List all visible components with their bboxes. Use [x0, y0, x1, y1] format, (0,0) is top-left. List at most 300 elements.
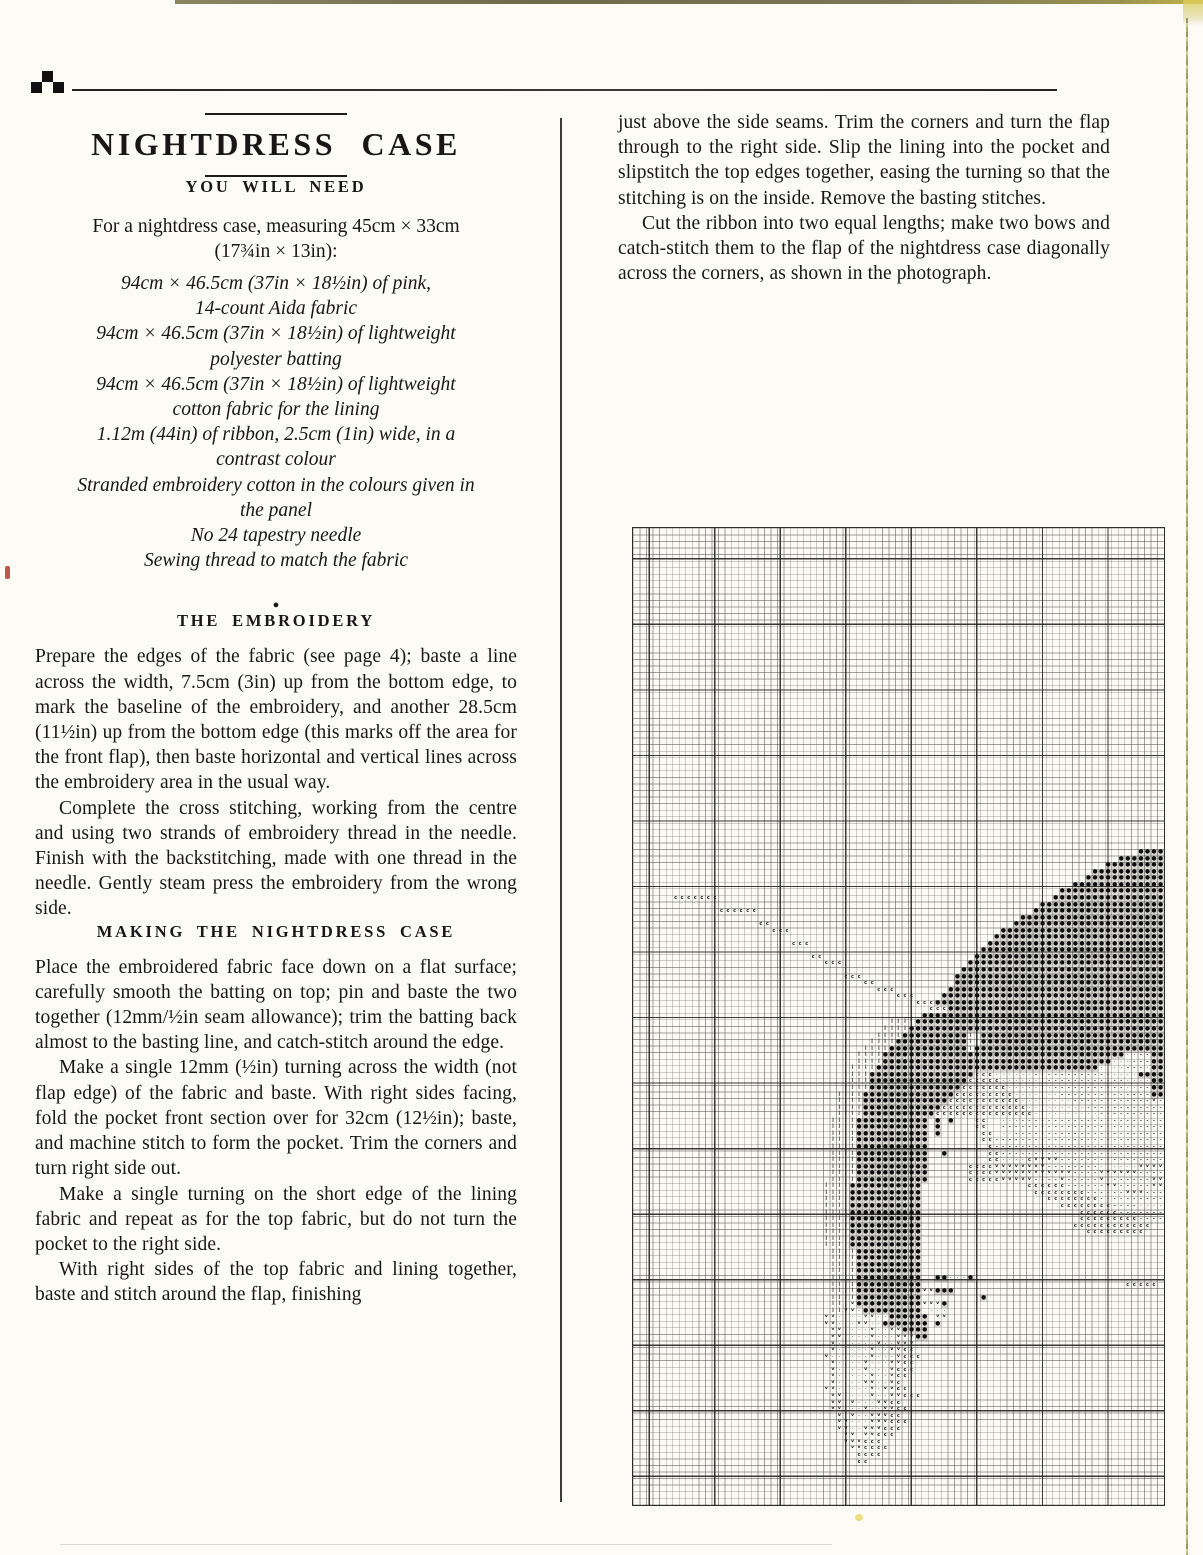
stitch-cell: c — [752, 908, 756, 915]
stitch-cell: · — [1146, 1077, 1149, 1086]
stitch-cell: ● — [895, 1261, 901, 1268]
stitch-cell: c — [798, 940, 802, 947]
stitch-cell: · — [864, 1398, 867, 1407]
stitch-cell: v — [890, 1373, 894, 1379]
stitch-cell: c — [1113, 1209, 1117, 1216]
stitch-cell: v — [831, 1340, 835, 1346]
stitch-cell: v — [831, 1399, 835, 1405]
stitch-cell: ● — [922, 1170, 928, 1177]
stitch-cell: - — [1015, 1130, 1018, 1137]
stitch-cell: c — [1027, 1111, 1031, 1118]
stitch-cell: ● — [1040, 960, 1046, 967]
stitch-cell: c — [1027, 1157, 1031, 1164]
stitch-cell: ● — [1085, 947, 1091, 954]
stitch-cell: ● — [935, 1091, 941, 1098]
stitch-cell: ‖ — [864, 1052, 867, 1058]
stitch-cell: ● — [876, 1130, 882, 1137]
stitch-cell: ● — [882, 1196, 888, 1203]
stitch-cell: · — [844, 1391, 847, 1400]
stitch-cell: ● — [889, 1235, 895, 1242]
stitch-cell: c — [896, 1366, 900, 1373]
stitch-cell: - — [1061, 1137, 1064, 1144]
column-divider-rule — [560, 118, 562, 1502]
stitch-cell: c — [778, 927, 782, 934]
stitch-cell: - — [1080, 1176, 1083, 1183]
stitch-cell: ● — [1092, 1039, 1098, 1046]
stitch-cell: - — [1093, 1150, 1097, 1157]
stitch-cell: v — [909, 1340, 914, 1346]
stitch-cell: v — [1001, 1170, 1005, 1176]
stitch-cell: ● — [948, 1032, 954, 1039]
stitch-cell: ● — [908, 1327, 915, 1334]
stitch-cell: - — [1067, 1130, 1070, 1137]
stitch-cell: ● — [1138, 1026, 1144, 1033]
stitch-cell: ● — [948, 1039, 954, 1046]
stitch-cell: · — [844, 1352, 847, 1361]
stitch-cell: - — [1133, 1130, 1136, 1137]
stitch-cell: ● — [1007, 934, 1013, 941]
stitch-cell: v — [1106, 1183, 1110, 1189]
stitch-cell: ‖ — [844, 1196, 848, 1202]
stitch-cell: ● — [987, 1012, 993, 1019]
stitch-cell: · — [844, 1385, 847, 1394]
stitch-cell: ● — [987, 980, 993, 987]
stitch-cell: ● — [869, 1261, 875, 1268]
stitch-cell: · — [1054, 1103, 1057, 1112]
stitch-cell: ● — [1131, 973, 1137, 980]
stitch-cell: ● — [876, 1143, 882, 1150]
stitch-cell: ● — [1098, 875, 1105, 882]
stitch-cell: - — [1152, 1209, 1155, 1216]
stitch-cell: ● — [1151, 1058, 1157, 1065]
stitch-cell: c — [1001, 1098, 1005, 1105]
stitch-cell: - — [1152, 1130, 1155, 1137]
stitch-cell: ● — [1059, 934, 1065, 941]
stitch-cell: ‖ — [844, 1261, 848, 1267]
stitch-cell: ‖ — [844, 1242, 848, 1248]
stitch-cell: · — [858, 1339, 861, 1348]
stitch-cell: ● — [1007, 1039, 1013, 1046]
stitch-cell: ● — [869, 1071, 875, 1078]
stitch-cell: ‖ — [877, 1045, 880, 1051]
stitch-cell: ● — [1079, 947, 1085, 954]
stitch-cell: ● — [935, 1104, 941, 1111]
stitch-cell: ● — [941, 1052, 947, 1059]
stitch-cell: c — [982, 1085, 986, 1091]
stitch-cell: ● — [915, 1157, 921, 1164]
stitch-cell: - — [1120, 1137, 1123, 1144]
stitch-cell: - — [1152, 1104, 1155, 1111]
stitch-cell: ● — [928, 1045, 934, 1052]
stitch-cell: ‖ — [844, 1229, 848, 1235]
stitch-cell: - — [1061, 1143, 1064, 1150]
stitch-cell: · — [1133, 1051, 1136, 1060]
stitch-cell: ● — [908, 1242, 915, 1249]
stitch-cell: ‖ — [844, 1163, 848, 1169]
stitch-cell: ● — [1072, 1045, 1078, 1052]
stitch-cell: ● — [1000, 927, 1006, 934]
stitch-cell: ● — [922, 1045, 928, 1052]
stitch-cell: ● — [1105, 1039, 1111, 1046]
stitch-cell: ● — [876, 1242, 882, 1249]
stitch-cell: ● — [889, 1216, 895, 1223]
stitch-cell: ● — [1138, 1071, 1144, 1078]
stitch-cell: · — [1120, 1070, 1123, 1079]
stitch-cell: c — [864, 1438, 868, 1445]
stitch-cell: c — [831, 960, 835, 967]
stitch-cell: ● — [974, 986, 980, 993]
stitch-cell: ● — [882, 1242, 888, 1249]
stitch-cell: ● — [863, 1111, 869, 1118]
stitch-cell: ● — [922, 1111, 928, 1118]
stitch-cell: v — [1113, 1183, 1117, 1189]
stitch-cell: ● — [1131, 868, 1137, 875]
stitch-cell: c — [988, 1163, 992, 1170]
stitch-cell: v — [1054, 1170, 1058, 1176]
stitch-cell: ● — [1013, 921, 1019, 928]
stitch-cell: ● — [895, 1288, 901, 1295]
stitch-cell: c — [1100, 1229, 1103, 1236]
stitch-cell: ‖ — [975, 1032, 979, 1038]
stitch-cell: ● — [1144, 960, 1150, 967]
stitch-cell: v — [896, 1392, 900, 1398]
stitch-cell: · — [1028, 1103, 1031, 1112]
stitch-cell: ● — [1138, 888, 1144, 895]
stitch-cell: ● — [1053, 1032, 1059, 1039]
stitch-cell: ● — [1098, 921, 1105, 928]
scan-artifact-yellow — [855, 1514, 863, 1521]
stitch-cell: ● — [1072, 986, 1078, 993]
stitch-cell: · — [1015, 1116, 1018, 1125]
stitch-cell: · — [1002, 1116, 1005, 1125]
stitch-cell: ‖ — [825, 1202, 828, 1208]
stitch-cell: ● — [1118, 934, 1124, 941]
stitch-cell: - — [1139, 1137, 1142, 1144]
stitch-cell: - — [1159, 1150, 1162, 1157]
stitch-cell: ‖ — [838, 1143, 841, 1149]
stitch-cell: ● — [1013, 1052, 1019, 1059]
stitch-cell: ● — [908, 1248, 915, 1255]
stitch-cell: c — [1080, 1209, 1084, 1216]
stitch-cell: · — [1021, 1097, 1024, 1106]
stitch-cell: ● — [961, 986, 967, 993]
stitch-cell: ● — [954, 1019, 960, 1026]
stitch-cell: c — [988, 1137, 992, 1144]
stitch-cell: ● — [1053, 914, 1059, 921]
stitch-cell: ● — [1092, 973, 1098, 980]
stitch-cell: ● — [1059, 940, 1065, 947]
stitch-cell: v — [890, 1366, 894, 1372]
stitch-cell: ● — [1046, 908, 1052, 915]
stitch-cell: v — [1067, 1170, 1071, 1176]
stitch-cell: ● — [1118, 1039, 1124, 1046]
stitch-cell: · — [1146, 1201, 1149, 1210]
stitch-cell: ● — [1059, 960, 1065, 967]
stitch-cell: c — [890, 1419, 894, 1426]
stitch-cell: - — [1002, 1143, 1005, 1150]
stitch-cell: - — [1146, 1189, 1149, 1196]
stitch-cell: c — [1001, 1104, 1005, 1111]
stitch-cell: ● — [941, 1019, 947, 1026]
stitch-cell: c — [969, 1104, 972, 1111]
stitch-cell: · — [1061, 1110, 1064, 1119]
stitch-cell: ● — [941, 1012, 947, 1019]
stitch-cell: ● — [1040, 1026, 1046, 1033]
stitch-cell: ● — [967, 1026, 973, 1033]
material-item-line: Sewing thread to match the fabric — [143, 550, 409, 572]
stitch-cell: v — [890, 1406, 894, 1412]
stitch-cell: ● — [1131, 1032, 1137, 1039]
right-column-paragraph: just above the side seams. Trim the corners and turn the flap through to the right side. Slip the lining into the pocket and slipstitch the top edges together, easing the turning so that the stitching is on the inside. Remove the basting stitches. — [618, 112, 1110, 209]
stitch-cell: ● — [895, 1222, 901, 1229]
stitch-cell: c — [969, 1091, 972, 1098]
stitch-cell: c — [883, 1432, 887, 1439]
stitch-cell: ● — [1053, 947, 1059, 954]
stitch-cell: ● — [981, 1032, 987, 1039]
stitch-cell: ● — [1118, 888, 1124, 895]
stitch-cell: ● — [869, 1235, 875, 1242]
stitch-cell: · — [1034, 1097, 1038, 1106]
stitch-cell: ● — [1079, 940, 1085, 947]
stitch-cell: - — [1113, 1091, 1116, 1098]
stitch-cell: · — [1041, 1110, 1044, 1119]
ornament-square — [31, 82, 42, 93]
stitch-cell: ● — [1040, 1032, 1046, 1039]
stitch-cell: ● — [876, 1216, 882, 1223]
stitch-cell: ● — [1098, 1019, 1105, 1026]
stitch-cell: c — [975, 1170, 979, 1177]
stitch-cell: c — [975, 1104, 979, 1111]
stitch-cell: ● — [1151, 999, 1157, 1006]
stitch-cell: ● — [1092, 1026, 1098, 1033]
material-item-line: 94cm × 46.5cm (37in × 18½in) of lightweight — [96, 373, 456, 395]
stitch-cell: ● — [1053, 921, 1059, 928]
stitch-cell: ‖ — [844, 1281, 848, 1287]
stitch-cell: ● — [1040, 1019, 1046, 1026]
stitch-cell: ● — [1046, 1032, 1052, 1039]
stitch-cell: ● — [1125, 1019, 1131, 1026]
stitch-cell: ● — [1144, 888, 1150, 895]
stitch-cell: - — [1107, 1078, 1110, 1085]
stitch-cell: · — [1002, 1129, 1005, 1138]
stitch-cell: ● — [869, 1196, 875, 1203]
stitch-cell: c — [1027, 1183, 1031, 1190]
stitch-cell: ● — [1066, 921, 1072, 928]
stitch-cell: v — [837, 1334, 841, 1340]
stitch-cell: ● — [1092, 901, 1098, 908]
stitch-cell: ● — [1098, 1012, 1105, 1019]
stitch-cell: ● — [863, 1261, 869, 1268]
stitch-cell: · — [1034, 1110, 1038, 1119]
stitch-cell: c — [1139, 1229, 1143, 1236]
stitch-cell: ● — [1066, 908, 1072, 915]
stitch-cell: - — [1067, 1183, 1070, 1190]
stitch-cell: ● — [1125, 901, 1131, 908]
stitch-cell: v — [1158, 1163, 1163, 1169]
stitch-cell: ● — [1138, 993, 1144, 1000]
stitch-cell: ● — [948, 993, 954, 1000]
stitch-cell: ● — [1131, 914, 1137, 921]
stitch-cell: c — [1132, 1281, 1136, 1288]
stitch-cell: - — [1146, 1209, 1149, 1216]
stitch-cell: v — [877, 1399, 881, 1405]
stitch-cell: ● — [869, 1130, 875, 1137]
stitch-cell: ● — [1066, 947, 1072, 954]
stitch-cell: ‖ — [844, 1222, 848, 1228]
stitch-cell: c — [982, 1117, 986, 1124]
stitch-cell: ● — [967, 1006, 973, 1013]
stitch-cell: ● — [876, 1307, 882, 1314]
stitch-cell: v — [1047, 1157, 1051, 1163]
stitch-cell: · — [844, 1365, 847, 1374]
stitch-cell: c — [1008, 1098, 1012, 1105]
stitch-cell: ● — [889, 1229, 895, 1236]
stitch-cell: ● — [981, 1058, 987, 1065]
material-item-line: cotton fabric for the lining — [172, 399, 380, 421]
stitch-cell: c — [1139, 1222, 1143, 1229]
material-item-line: the panel — [239, 499, 313, 521]
stitch-cell: ● — [902, 1222, 908, 1229]
stitch-cell: ● — [876, 1275, 882, 1282]
stitch-cell: ‖ — [857, 1071, 861, 1077]
stitch-cell: ‖ — [825, 1209, 828, 1215]
stitch-cell: ● — [1105, 947, 1111, 954]
stitch-cell: ● — [915, 1091, 921, 1098]
stitch-cell: - — [1074, 1078, 1077, 1085]
stitch-cell: c — [1080, 1202, 1084, 1209]
stitch-cell: ‖ — [903, 1019, 907, 1025]
stitch-cell: ● — [908, 1137, 915, 1144]
stitch-cell: c — [1093, 1216, 1097, 1223]
stitch-cell: - — [1087, 1137, 1090, 1144]
stitch-cell: ● — [1007, 1052, 1013, 1059]
stitch-cell: ● — [1131, 999, 1137, 1006]
stitch-cell: ● — [889, 1163, 895, 1170]
stitch-cell: - — [1074, 1117, 1077, 1124]
stitch-cell: · — [1021, 1070, 1024, 1079]
stitch-cell: ● — [981, 1026, 987, 1033]
stitch-cell: v — [831, 1373, 835, 1379]
stitch-cell: ● — [876, 1261, 882, 1268]
stitch-cell: ● — [1125, 881, 1131, 888]
intro-line-1: For a nightdress case, measuring 45cm × 33cm — [92, 216, 460, 237]
stitch-cell: ● — [922, 1065, 928, 1072]
stitch-cell: ● — [1085, 953, 1091, 960]
stitch-cell: ‖ — [871, 1058, 874, 1064]
stitch-cell: c — [903, 1373, 907, 1380]
stitch-cell: · — [1002, 1077, 1005, 1086]
stitch-cell: - — [1133, 1091, 1136, 1098]
stitch-cell: c — [1145, 1222, 1149, 1229]
stitch-cell: - — [1093, 1170, 1097, 1177]
stitch-cell: ● — [961, 1045, 967, 1052]
stitch-cell: ● — [987, 993, 993, 1000]
stitch-cell: ● — [981, 953, 987, 960]
stitch-cell: · — [1008, 1077, 1011, 1086]
stitch-cell: c — [942, 1006, 946, 1013]
stitch-cell: - — [1008, 1143, 1011, 1150]
stitch-cell: ‖ — [851, 1157, 854, 1163]
stitch-cell: ● — [954, 999, 960, 1006]
stitch-cell: - — [1113, 1130, 1116, 1137]
stitch-cell: c — [870, 1445, 874, 1452]
stitch-cell: ● — [948, 1091, 954, 1098]
stitch-cell: - — [1146, 1157, 1149, 1164]
stitch-cell: ● — [922, 1143, 928, 1150]
stitch-cell: c — [988, 1104, 992, 1111]
stitch-cell: c — [759, 921, 763, 928]
stitch-cell: ● — [1105, 921, 1111, 928]
stitch-cell: - — [1008, 1124, 1011, 1131]
stitch-cell: ● — [981, 1039, 987, 1046]
stitch-cell: ● — [1033, 1039, 1039, 1046]
stitch-cell: ● — [915, 1071, 921, 1078]
stitch-cell: ● — [908, 1085, 915, 1091]
stitch-cell: c — [864, 980, 868, 987]
stitch-cell: ● — [1144, 993, 1150, 1000]
stitch-cell: c — [1080, 1216, 1084, 1223]
stitch-cell: ● — [981, 1294, 987, 1301]
stitch-cell: ● — [967, 980, 973, 987]
stitch-cell: ● — [908, 1163, 915, 1170]
stitch-cell: c — [1113, 1222, 1117, 1229]
stitch-cell: · — [1100, 1064, 1103, 1073]
stitch-cell: ● — [1000, 1026, 1006, 1033]
stitch-cell: · — [871, 1359, 874, 1368]
stitch-cell: ● — [1118, 999, 1124, 1006]
stitch-cell: ● — [1026, 934, 1032, 941]
stitch-cell: c — [995, 1104, 999, 1111]
stitch-cell: ● — [1138, 1006, 1144, 1013]
stitch-cell: · — [884, 1326, 887, 1335]
stitch-cell: ● — [1059, 999, 1065, 1006]
stitch-cell: · — [864, 1326, 867, 1335]
stitch-cell: ● — [1157, 993, 1164, 1000]
stitch-cell: c — [870, 1438, 874, 1445]
stitch-cell: ● — [1157, 1071, 1164, 1078]
stitch-cell: c — [1060, 1202, 1064, 1209]
stitch-cell: · — [1048, 1084, 1051, 1092]
stitch-cell: ● — [1131, 1019, 1137, 1026]
stitch-cell: ● — [908, 1111, 915, 1118]
stitch-cell: ● — [1118, 960, 1124, 967]
stitch-cell: ● — [1026, 1045, 1032, 1052]
stitch-cell: · — [851, 1372, 854, 1381]
stitch-cell: ● — [869, 1085, 875, 1091]
stitch-cell: ‖ — [851, 1268, 854, 1274]
stitch-cell: ● — [882, 1216, 888, 1223]
stitch-cell: ● — [889, 1196, 895, 1203]
stitch-cell: ● — [902, 1202, 908, 1209]
stitch-cell: · — [858, 1411, 861, 1420]
stitch-cell: - — [1126, 1124, 1129, 1131]
stitch-cell: - — [1113, 1143, 1116, 1150]
stitch-cell: - — [1087, 1163, 1090, 1170]
stitch-cell: v — [1152, 1098, 1156, 1104]
stitch-cell: ● — [895, 1039, 901, 1046]
stitch-cell: · — [858, 1365, 861, 1374]
stitch-cell: - — [1100, 1111, 1103, 1118]
stitch-cell: ● — [1046, 993, 1052, 1000]
stitch-cell: ● — [902, 1176, 908, 1183]
stitch-cell: ● — [882, 1268, 888, 1275]
stitch-cell: ● — [882, 1157, 888, 1164]
stitch-cell: ‖ — [890, 1032, 893, 1038]
stitch-cell: ● — [1040, 967, 1046, 974]
stitch-cell: - — [1139, 1058, 1142, 1065]
stitch-cell: ● — [1033, 940, 1039, 947]
stitch-cell: - — [1133, 1157, 1136, 1164]
